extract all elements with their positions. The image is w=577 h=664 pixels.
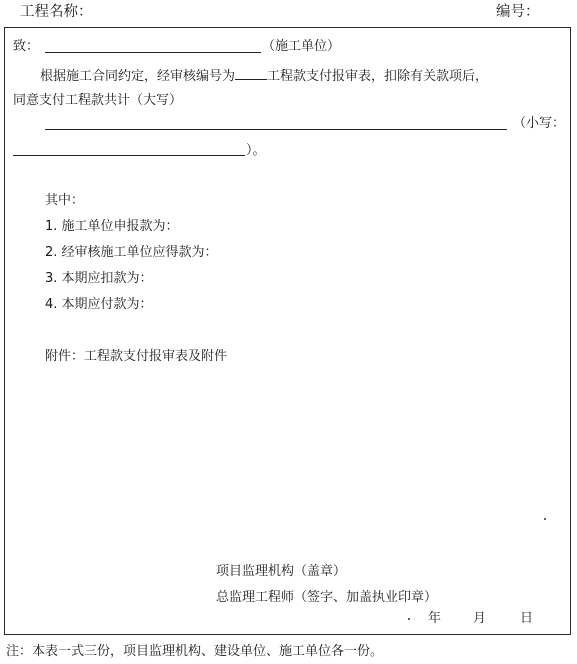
contractor-blank[interactable]: [45, 52, 261, 53]
payment-certificate-form: [4, 27, 571, 635]
date-month: 月: [473, 611, 487, 626]
paragraph-part2: 工程款支付报审表，扣除有关款项后，: [267, 69, 489, 84]
small-amount-close: ）。: [246, 143, 266, 158]
paragraph-part1: 根据施工合同约定，经审核编号为: [40, 69, 236, 84]
paragraph-line2: 同意支付工程款共计（大写）: [13, 93, 183, 108]
item-approved: 2. 经审核施工单位应得款为：: [45, 245, 218, 260]
footer-note: 注：本表一式三份，项目监理机构、建设单位、施工单位各一份。: [6, 644, 384, 659]
item-declared: 1. 施工单位申报款为：: [45, 219, 179, 234]
number-label: 编号：: [496, 4, 540, 20]
project-name-label: 工程名称：: [20, 4, 93, 20]
to-label: 致：: [13, 39, 40, 54]
scan-speck: [544, 518, 546, 520]
date-dot: [408, 618, 410, 620]
attachment-line: 附件：工程款支付报审表及附件: [45, 349, 228, 364]
date-year: 年: [428, 611, 442, 626]
amount-words-blank[interactable]: [45, 129, 507, 130]
paragraph-line1: [40, 67, 488, 83]
review-number-blank[interactable]: [235, 67, 267, 80]
amount-figures-blank[interactable]: [13, 155, 245, 156]
signature-engineer: 总监理工程师（签字、加盖执业印章）: [216, 590, 438, 605]
signature-org: 项目监理机构（盖章）: [216, 564, 347, 579]
among-label: 其中：: [45, 193, 85, 208]
small-amount-label: （小写：: [513, 116, 566, 131]
date-day: 日: [520, 611, 534, 626]
item-deduction: 3. 本期应扣款为：: [45, 271, 153, 286]
item-payable: 4. 本期应付款为：: [45, 297, 153, 312]
contractor-label: （施工单位）: [262, 39, 341, 54]
